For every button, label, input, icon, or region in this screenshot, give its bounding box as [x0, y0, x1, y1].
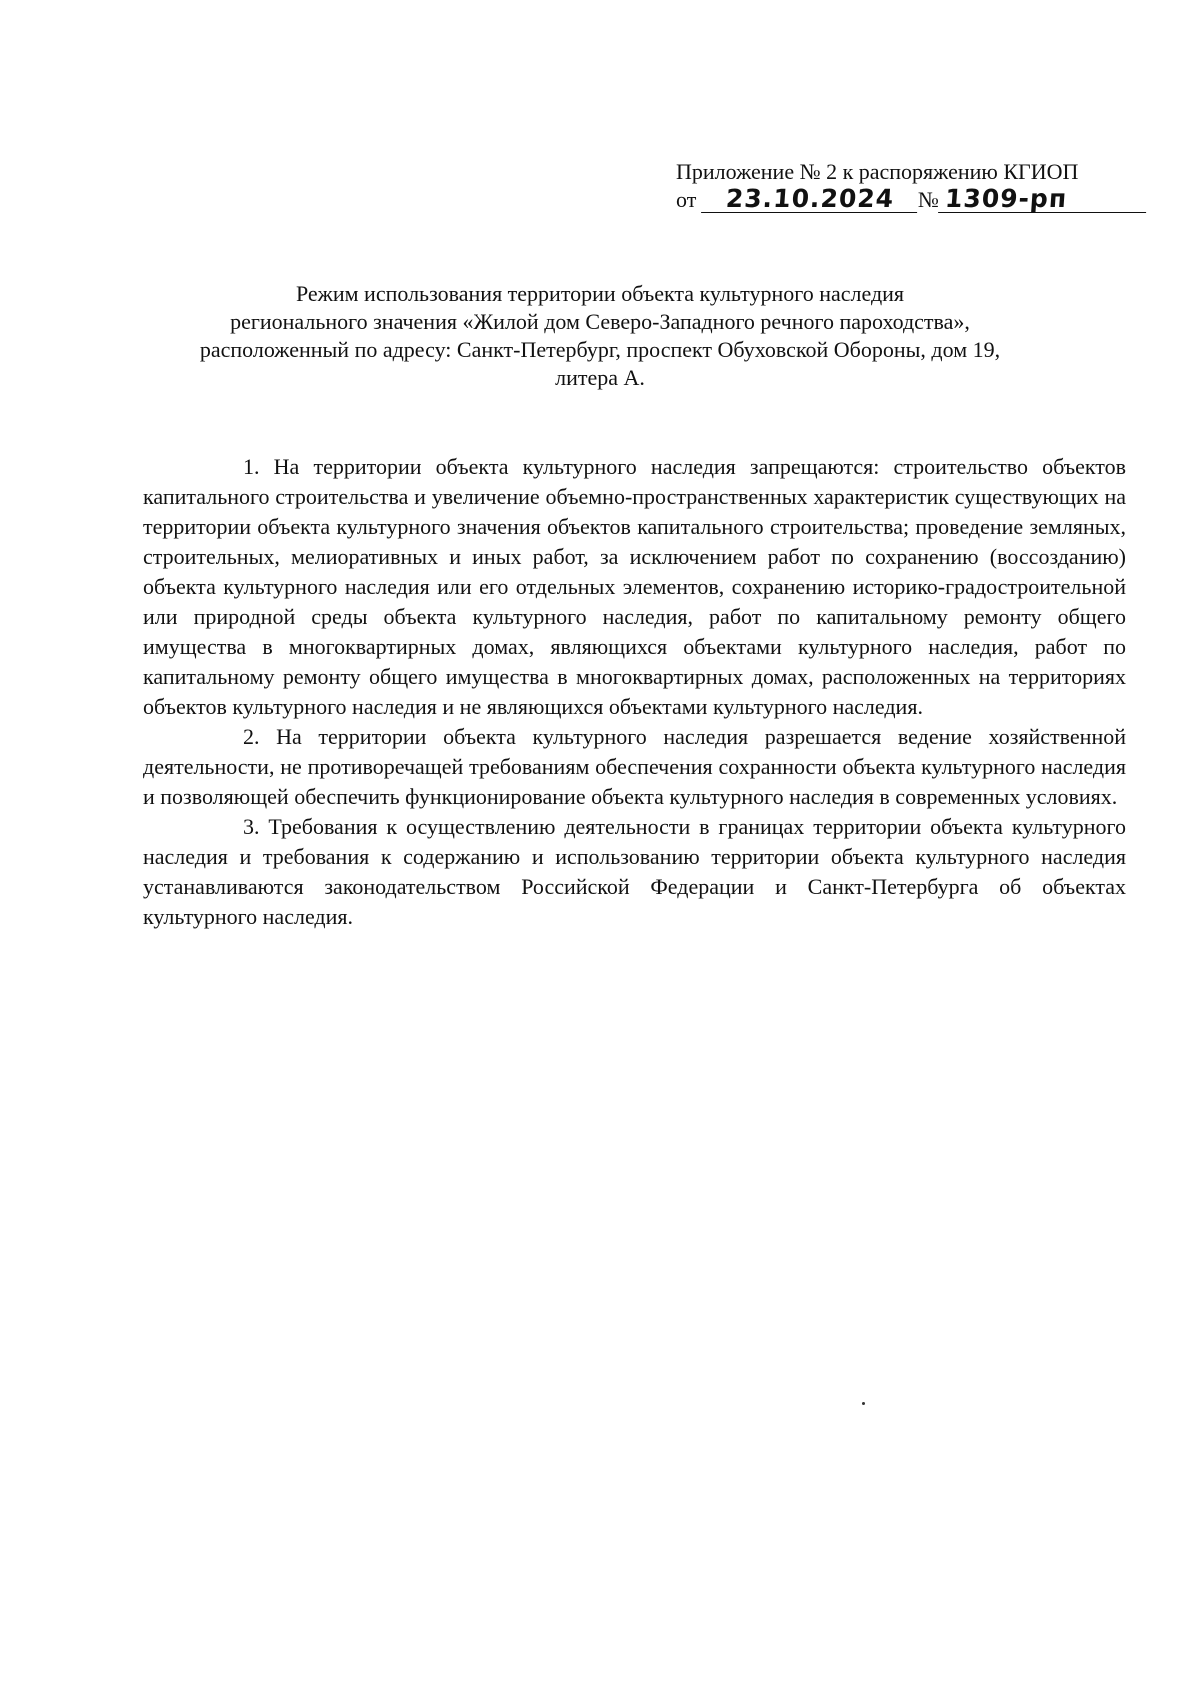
scan-speck [862, 1402, 865, 1405]
document-body [143, 452, 1126, 932]
handwritten-date: 23.10.2024 [701, 186, 919, 213]
title-line-2: регионального значения «Жилой дом Северо-Западного речного пароходства», [230, 309, 970, 334]
handwritten-number: 1309-рп [938, 186, 1148, 213]
title-line-4: литера А. [555, 365, 645, 390]
from-label: от [676, 187, 697, 212]
paragraph-3: 3. Требования к осуществлению деятельности в границах территории объекта культурного наследия и требования к содержанию и использованию территории объекта культурного наследия устанавливаются законодательством Российской Федерации и Санкт-Петербурга об объектах культурного наследия. [143, 814, 1126, 929]
document-title [130, 280, 1070, 392]
paragraph-2: 2. На территории объекта культурного наследия разрешается ведение хозяйственной деятельности, не противоречащей требованиям обеспечения сохранности объекта культурного наследия и позволяющей обеспечить функционирование объекта культурного наследия в современных условиях. [143, 724, 1126, 809]
title-line-3: расположенный по адресу: Санкт-Петербург, проспект Обуховской Обороны, дом 19, [199, 337, 1001, 362]
number-sign: № [917, 187, 939, 212]
appendix-header [676, 158, 1147, 214]
title-line-1: Режим использования территории объекта культурного наследия [295, 281, 905, 306]
appendix-title: Приложение № 2 к распоряжению КГИОП [676, 159, 1079, 184]
paragraph-1: 1. На территории объекта культурного наследия запрещаются: строительство объектов капитального строительства и увеличение объемно-пространственных характеристик существующих на территории объекта культурного значения объектов капитального строительства; проведение земляных, строительных, мелиоративных и иных работ, за исключением работ по сохранению (воссозданию) объекта культурного наследия или его отдельных элементов, сохранению историко-градостроительной или природной среды объекта культурного наследия, работ по капитальному ремонту общего имущества в многоквартирных домах, являющихся объектами культурного наследия, работ по капитальному ремонту общего имущества в многоквартирных домах, расположенных на территориях объектов культурного наследия и не являющихся объектами культурного наследия. [143, 454, 1126, 719]
appendix-date-number-line [676, 186, 1147, 214]
